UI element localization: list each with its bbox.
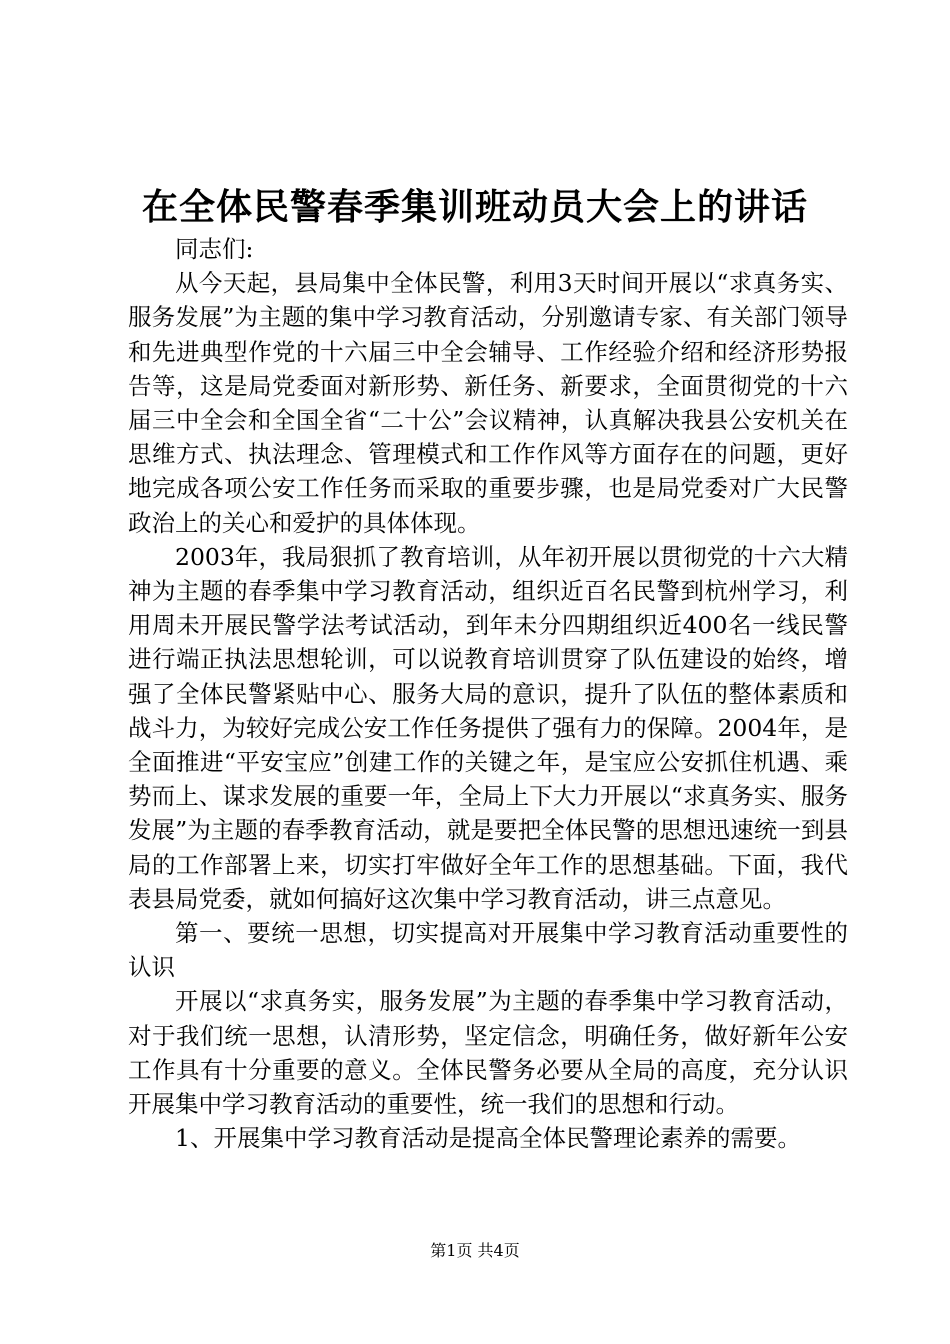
body-paragraph: 从今天起，县局集中全体民警，利用3天时间开展以“求真务实、服务发展”为主题的集中学习教育活动，分别邀请专家、有关部门领导和先进典型作党的十六届三中全会辅导、工作经验介绍和经济形势报告等，这是局党委面对新形势、新任务、新要求，全面贯彻党的十六届三中全会和全国全省“二十公”会议精神，认真解决我县公安机关在思维方式、执法理念、管理模式和工作作风等方面存在的问题，更好地完成各项公安工作任务而采取的重要步骤，也是局党委对广大民警政治上的关心和爱护的具体体现。 — [128, 269, 848, 537]
document-body — [128, 232, 848, 1155]
page-number-footer: 第1页 共4页 — [430, 1241, 520, 1260]
body-paragraph: 开展以“求真务实，服务发展”为主题的春季集中学习教育活动，对于我们统一思想，认清形势，坚定信念，明确任务，做好新年公安工作具有十分重要的意义。全体民警务必要从全局的高度，充分认识开展集中学习教育活动的重要性，统一我们的思想和行动。 — [128, 987, 848, 1119]
section-heading-paragraph: 第一、要统一思想，切实提高对开展集中学习教育活动重要性的认识 — [128, 919, 848, 982]
list-item-paragraph: 1、开展集中学习教育活动是提高全体民警理论素养的需要。 — [175, 1124, 801, 1153]
body-paragraph: 2003年，我局狠抓了教育培训，从年初开展以贯彻党的十六大精神为主题的春季集中学习教育活动，组织近百名民警到杭州学习，利用周未开展民警学法考试活动，到年未分四期组织近400名一线民警进行端正执法思想轮训，可以说教育培训贯穿了队伍建设的始终，增强了全体民警紧贴中心、服务大局的意识，提升了队伍的整体素质和战斗力，为较好完成公安工作任务提供了强有力的保障。2004年，是全面推进“平安宝应”创建工作的关键之年，是宝应公安抓住机遇、乘势而上、谋求发展的重要一年，全局上下大力开展以“求真务实、服务发展”为主题的春季教育活动，就是要把全体民警的思想迅速统一到县局的工作部署上来，切实打牢做好全年工作的思想基础。下面，我代表县局党委，就如何搞好这次集中学习教育活动，讲三点意见。 — [128, 542, 848, 913]
salutation-paragraph: 同志们: — [175, 235, 254, 263]
document-title: 在全体民警春季集训班动员大会上的讲话 — [141, 186, 808, 228]
